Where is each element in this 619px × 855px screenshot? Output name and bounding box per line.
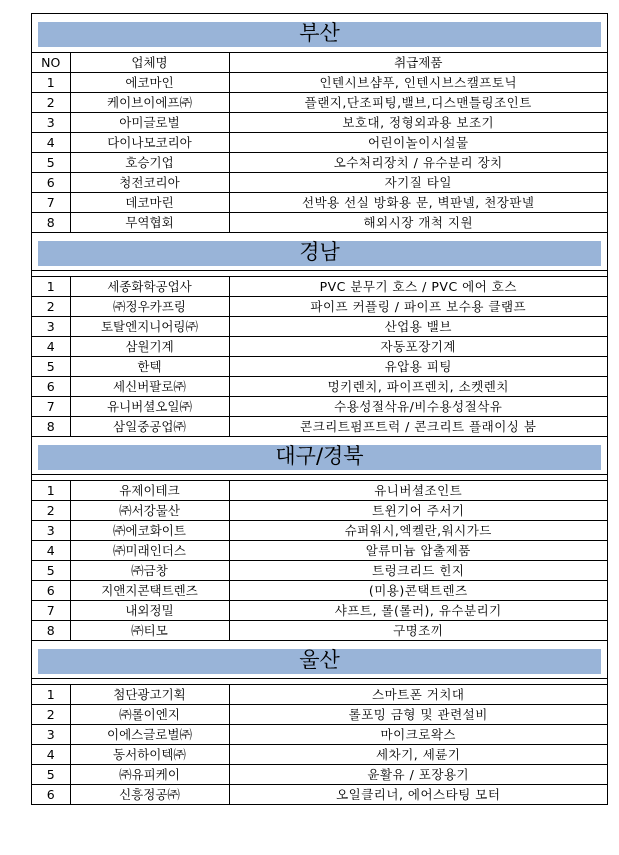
company-name: 토탈엔지니어링㈜ [70, 317, 229, 337]
table-row [32, 501, 607, 521]
row-number: 2 [32, 297, 70, 317]
row-number: 4 [32, 133, 70, 153]
table-row [32, 397, 607, 417]
product-description: 알류미늄 압출제품 [229, 541, 607, 561]
product-description: 수용성절삭유/비수용성절삭유 [229, 397, 607, 417]
region-header-gyeongnam [32, 232, 607, 271]
row-number: 2 [32, 705, 70, 725]
company-name: 첨단광고기획 [70, 685, 229, 705]
table-row [32, 193, 607, 213]
company-name: 에코마인 [70, 73, 229, 93]
region-table-daegu-gyeongbuk [32, 481, 607, 640]
company-name: 유니버셜오일㈜ [70, 397, 229, 417]
company-name: 삼일중공업㈜ [70, 417, 229, 437]
row-number: 5 [32, 765, 70, 785]
product-description: 산업용 밸브 [229, 317, 607, 337]
company-name: ㈜롤이엔지 [70, 705, 229, 725]
company-name: ㈜유피케이 [70, 765, 229, 785]
table-row [32, 337, 607, 357]
company-name: ㈜서강물산 [70, 501, 229, 521]
row-number: 3 [32, 317, 70, 337]
product-description: 멍키렌치, 파이프렌치, 소켓렌치 [229, 377, 607, 397]
row-number: 8 [32, 621, 70, 641]
product-description: 마이크로왁스 [229, 725, 607, 745]
table-row [32, 317, 607, 337]
table-row [32, 113, 607, 133]
company-name: 세신버팔로㈜ [70, 377, 229, 397]
product-description: 오수처리장치 / 유수분리 장치 [229, 153, 607, 173]
company-name: 아미글로벌 [70, 113, 229, 133]
table-row [32, 561, 607, 581]
company-name: ㈜금창 [70, 561, 229, 581]
company-name: 청전코리아 [70, 173, 229, 193]
table-row [32, 173, 607, 193]
row-number: 2 [32, 501, 70, 521]
row-number: 6 [32, 581, 70, 601]
row-number: 7 [32, 397, 70, 417]
company-name: ㈜정우카프링 [70, 297, 229, 317]
company-name: ㈜티모 [70, 621, 229, 641]
region-header-daegu-gyeongbuk [32, 436, 607, 475]
company-name: 신흥정공㈜ [70, 785, 229, 805]
table-row [32, 213, 607, 233]
company-name: 한텍 [70, 357, 229, 377]
row-number: 4 [32, 745, 70, 765]
row-number: 3 [32, 725, 70, 745]
product-description: 해외시장 개척 지원 [229, 213, 607, 233]
table-row [32, 621, 607, 641]
product-description: 스마트폰 거치대 [229, 685, 607, 705]
product-description: 트렁크리드 힌지 [229, 561, 607, 581]
product-description: 자동포장기계 [229, 337, 607, 357]
company-name: 삼원기계 [70, 337, 229, 357]
row-number: 1 [32, 685, 70, 705]
row-number: 6 [32, 785, 70, 805]
table-row [32, 481, 607, 501]
table-row [32, 93, 607, 113]
row-number: 1 [32, 73, 70, 93]
product-description: 파이프 커플링 / 파이프 보수용 클램프 [229, 297, 607, 317]
row-number: 6 [32, 173, 70, 193]
column-header-products: 취급제품 [229, 53, 607, 73]
table-row [32, 601, 607, 621]
company-list-sheet [31, 13, 608, 805]
region-header-ulsan [32, 640, 607, 679]
table-row [32, 521, 607, 541]
company-name: ㈜미래인더스 [70, 541, 229, 561]
row-number: 7 [32, 601, 70, 621]
company-name: 데코마린 [70, 193, 229, 213]
product-description: 플랜지,단조피팅,밸브,디스맨틀링조인트 [229, 93, 607, 113]
table-row [32, 745, 607, 765]
product-description: 세차기, 세륜기 [229, 745, 607, 765]
product-description: 인텐시브샴푸, 인텐시브스캘프토닉 [229, 73, 607, 93]
table-row [32, 357, 607, 377]
table-row [32, 377, 607, 397]
column-header-company: 업체명 [70, 53, 229, 73]
company-name: 이에스글로벌㈜ [70, 725, 229, 745]
table-row [32, 541, 607, 561]
product-description: 콘크리트펌프트럭 / 콘크리트 플래이싱 붐 [229, 417, 607, 437]
region-table-gyeongnam [32, 277, 607, 436]
region-table-ulsan [32, 685, 607, 804]
row-number: 5 [32, 561, 70, 581]
row-number: 7 [32, 193, 70, 213]
company-name: 세종화학공업사 [70, 277, 229, 297]
table-row [32, 73, 607, 93]
row-number: 1 [32, 481, 70, 501]
row-number: 5 [32, 357, 70, 377]
region-title: 울산 [299, 648, 340, 672]
region-title: 경남 [299, 240, 340, 264]
table-row [32, 785, 607, 805]
region-title: 부산 [299, 21, 340, 45]
table-row [32, 685, 607, 705]
product-description: 보호대, 정형외과용 보조기 [229, 113, 607, 133]
company-name: 호승기업 [70, 153, 229, 173]
product-description: 롤포밍 금형 및 관련설비 [229, 705, 607, 725]
table-header-row [32, 53, 607, 73]
product-description: 슈퍼워시,엑켈란,워시가드 [229, 521, 607, 541]
product-description: 선박용 선실 방화용 문, 벽판넬, 천장판넬 [229, 193, 607, 213]
company-name: 동서하이텍㈜ [70, 745, 229, 765]
table-row [32, 133, 607, 153]
product-description: 자기질 타일 [229, 173, 607, 193]
region-table-busan [32, 53, 607, 232]
column-header-no: NO [32, 53, 70, 73]
table-row [32, 725, 607, 745]
region-title: 대구/경북 [275, 444, 364, 468]
product-description: 윤활유 / 포장용기 [229, 765, 607, 785]
row-number: 3 [32, 521, 70, 541]
row-number: 8 [32, 417, 70, 437]
table-row [32, 705, 607, 725]
company-name: 유제이테크 [70, 481, 229, 501]
table-row [32, 277, 607, 297]
table-row [32, 417, 607, 437]
company-name: 지앤지콘택트렌즈 [70, 581, 229, 601]
row-number: 5 [32, 153, 70, 173]
row-number: 2 [32, 93, 70, 113]
company-name: 케이브이에프㈜ [70, 93, 229, 113]
table-row [32, 153, 607, 173]
row-number: 1 [32, 277, 70, 297]
row-number: 6 [32, 377, 70, 397]
company-name: 내외정밀 [70, 601, 229, 621]
product-description: 유압용 피팅 [229, 357, 607, 377]
product-description: 구명조끼 [229, 621, 607, 641]
product-description: 어린이놀이시설물 [229, 133, 607, 153]
product-description: 오일클리너, 에어스타팅 모터 [229, 785, 607, 805]
product-description: 트윈기어 주서기 [229, 501, 607, 521]
table-row [32, 765, 607, 785]
row-number: 4 [32, 541, 70, 561]
product-description: (미용)콘택트렌즈 [229, 581, 607, 601]
row-number: 3 [32, 113, 70, 133]
company-name: ㈜에코화이트 [70, 521, 229, 541]
region-header-busan [32, 14, 607, 53]
row-number: 8 [32, 213, 70, 233]
table-row [32, 297, 607, 317]
product-description: 샤프트, 롤(롤러), 유수분리기 [229, 601, 607, 621]
product-description: PVC 분무기 호스 / PVC 에어 호스 [229, 277, 607, 297]
company-name: 무역협회 [70, 213, 229, 233]
table-row [32, 581, 607, 601]
company-name: 다이나모코리아 [70, 133, 229, 153]
row-number: 4 [32, 337, 70, 357]
product-description: 유니버셜조인트 [229, 481, 607, 501]
